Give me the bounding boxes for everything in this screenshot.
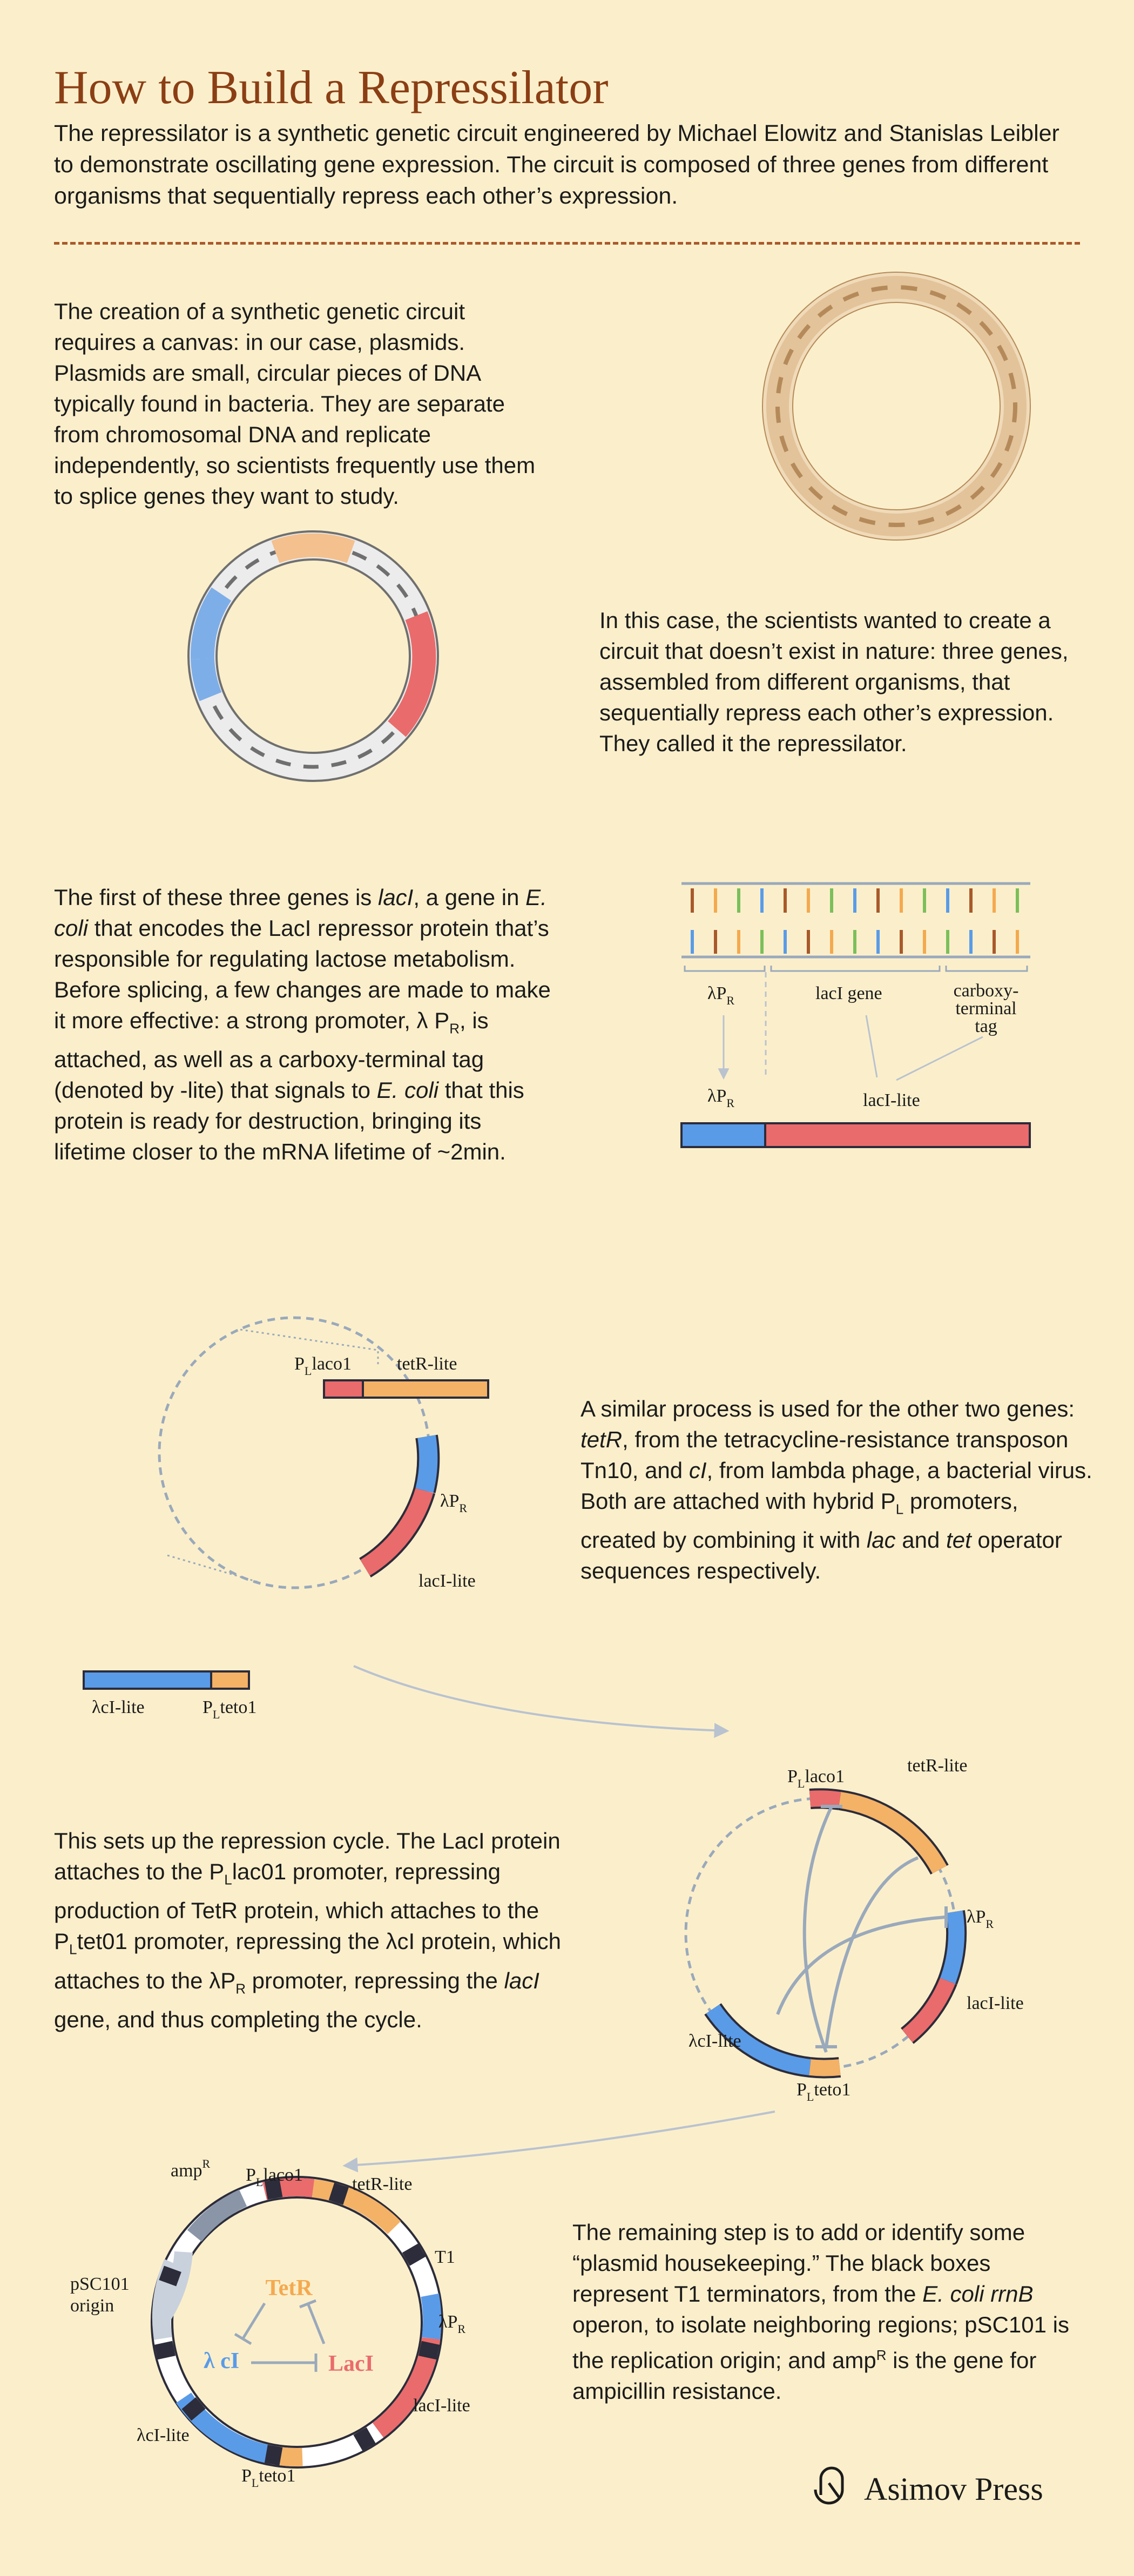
label-laci-gene: lacI gene xyxy=(815,983,882,1003)
label-pl-laco1-3: $P_Llaco1$ xyxy=(246,2165,303,2189)
label-lambda-ci-protein: λ cI xyxy=(203,2349,240,2373)
label-carboxy-2: terminal xyxy=(955,999,1017,1019)
label-lambdaci-lite-2: λcI-lite xyxy=(688,2031,741,2051)
label-laci-lite-3: lacI-lite xyxy=(967,1993,1024,2013)
label-laci-lite-4: lacI-lite xyxy=(413,2396,470,2416)
tetr-ci-paragraph: A similar process is used for the other two genes: tetR, from the tetracycline-resistance transposon Tn10, and cI, from lambda phage, a bacterial virus. Both are attached with hybrid $P_L$ promoters, created by combining it with lac and tet operator sequences respectively. xyxy=(580,1396,1092,1584)
laci-paragraph: The first of these three genes is lacI, a gene in E. coli that encodes the LacI repressor protein that’s responsible for regulating lactose metabolism. Before splicing, a few changes are made to make it more effective: a strong promoter, λ $P_R$, is attached, as well as a carboxy-terminal tag (denoted by -lite) that signals to E. coli that this protein is ready for destruction, bringing its lifetime closer to the mRNA lifetime of ~2min. xyxy=(54,885,551,1165)
asimov-press-logo: Asimov Press xyxy=(864,2471,1043,2507)
label-tetr-lite-3: tetR-lite xyxy=(352,2174,413,2194)
t1-terminator xyxy=(265,2445,282,2465)
label-lambda-pr-3: $\lambda P_R$ xyxy=(440,1491,468,1515)
repression-cycle-paragraph: This sets up the repression cycle. The LacI protein attaches to the $P_Llac01$ promoter, repressing production of TetR protein, which attaches to the $P_Ltet01$ promoter, repressing the λcI protein, which attaches to the $\lambda P_R$ promoter, repressing the lacI gene, and thus completing the cycle. xyxy=(54,1828,561,2033)
label-laci-lite: lacI-lite xyxy=(863,1090,920,1110)
label-psc101: pSC101 xyxy=(70,2274,130,2294)
label-origin: origin xyxy=(70,2296,114,2316)
label-tetr-lite: tetR-lite xyxy=(397,1354,457,1374)
housekeeping-paragraph: The remaining step is to add or identify some “plasmid housekeeping.” The black boxes represent T1 terminators, from the E. coli rrnB operon, to isolate neighboring regions; pSC101 is the replication origin; and amp$^R$ is the gene for ampicillin resistance. xyxy=(572,2220,1069,2404)
label-pl-teto1: $P_Lteto1$ xyxy=(202,1697,257,1721)
label-lambda-pr-4: $\lambda P_R$ xyxy=(967,1907,994,1931)
label-laci-protein: LacI xyxy=(328,2351,374,2376)
label-lambda-pr: $\lambda P_R$ xyxy=(707,983,735,1007)
label-carboxy-1: carboxy- xyxy=(953,981,1019,1001)
gene-splicing-diagram xyxy=(681,884,1030,1147)
plasmid-helix-colored xyxy=(202,545,424,767)
dna-base-ticks-top xyxy=(692,888,1017,913)
dna-base-ticks-bottom xyxy=(692,930,1017,954)
asimov-logo-icon xyxy=(815,2468,842,2503)
label-t1: T1 xyxy=(435,2247,455,2267)
label-lambda-pr-5: $\lambda P_R$ xyxy=(438,2312,466,2336)
page-title: How to Build a Repressilator xyxy=(54,62,609,114)
label-lambdaci-lite: λcI-lite xyxy=(92,1697,145,1717)
laci-lite-segment xyxy=(765,1123,1030,1147)
plasmid-helix-tan xyxy=(765,274,1028,538)
label-carboxy-3: tag xyxy=(975,1016,997,1036)
label-lambdaci-lite-3: λcI-lite xyxy=(137,2425,190,2445)
plasmid-paragraph: The creation of a synthetic genetic circuit requires a canvas: in our case, plasmids. Plasmids are small, circular pieces of DNA typically found in bacteria. They are separate from chromosomal DNA and replicate independently, so scientists frequently use them to splice genes they want to study. xyxy=(54,299,536,509)
label-amp-r: amp$^R$ xyxy=(171,2157,211,2181)
label-pl-teto1-3: $P_Lteto1$ xyxy=(241,2466,296,2490)
label-tetr-lite-2: tetR-lite xyxy=(907,1756,968,1776)
intro-paragraph: The repressilator is a synthetic genetic circuit engineered by Michael Elowitz and Stanislas Leibler to demonstrate oscillating gene expression. The circuit is composed of three genes from different organisms that sequentially repress each other’s expression. xyxy=(54,120,1059,209)
label-tetr-protein: TetR xyxy=(265,2276,313,2301)
label-lambda-pr-2: $\lambda P_R$ xyxy=(707,1086,735,1110)
repressilator-paragraph: In this case, the scientists wanted to create a circuit that doesn’t exist in nature: three genes, assembled from different organisms, that sequentially repress each other’s expression. They called it the repressilator. xyxy=(599,608,1069,756)
lambda-pr-segment xyxy=(681,1123,765,1147)
label-laci-lite-2: lacI-lite xyxy=(418,1571,476,1591)
label-pl-teto1-2: $P_Lteto1$ xyxy=(796,2080,851,2103)
label-pl-laco1: $P_Llaco1$ xyxy=(294,1354,352,1378)
label-pl-laco1-2: $P_Llaco1$ xyxy=(787,1766,845,1790)
final-plasmid-diagram xyxy=(70,2157,470,2490)
